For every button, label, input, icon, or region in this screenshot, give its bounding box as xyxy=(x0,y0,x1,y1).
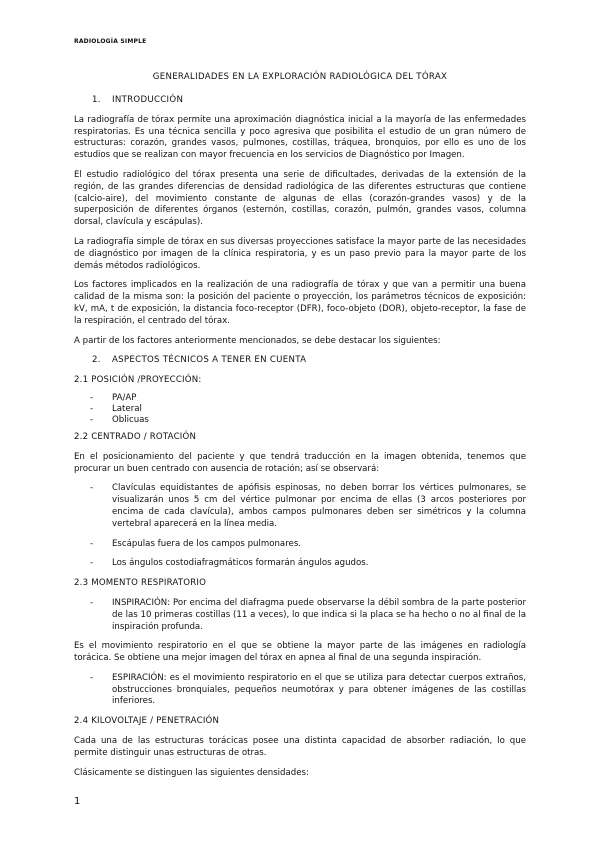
document-title: GENERALIDADES EN LA EXPLORACIÓN RADIOLÓGICA DEL TÓRAX xyxy=(152,72,448,82)
list-item: - PA/AP xyxy=(74,393,526,404)
section-1-number: 1. xyxy=(92,95,101,105)
inspiration-list xyxy=(74,598,526,633)
subsection-2-1-heading: 2.1 POSICIÓN /PROYECCIÓN: xyxy=(74,375,202,386)
document-body xyxy=(74,95,526,787)
section-2-title: ASPECTOS TÉCNICOS A TENER EN CUENTA xyxy=(112,355,307,366)
projection-list xyxy=(74,393,526,426)
list-item: - ESPIRACIÓN: es el movimiento respiratorio en el que se utiliza para detectar cuerpos extraños, obstrucciones bronquiales, pequeños neumotórax y para obtener imágenes de las costillas inferiores. xyxy=(74,673,526,708)
list-item: - Oblicuas xyxy=(74,415,526,426)
list-item: - Escápulas fuera de los campos pulmonares. xyxy=(74,539,526,551)
subsection-2-3-heading: 2.3 MOMENTO RESPIRATORIO xyxy=(74,578,207,589)
page-number: 1 xyxy=(74,796,81,807)
list-item: - Clavículas equidistantes de apófisis espinosas, no deben borrar los vértices pulmonares, se visualizarán unos 5 cm del vértice pulmonar por encima de ellas (3 arcos posteriores por encima de cada clavícula), ambos campos pulmonares deben ser simétricos y la columna vertebral aparecerá en la línea media. xyxy=(74,483,526,530)
section-1-title: INTRODUCCIÓN xyxy=(112,95,184,105)
subsection-2-4-heading: 2.4 KILOVOLTAJE / PENETRACIÓN xyxy=(74,716,220,727)
centering-intro: En el posicionamiento del paciente y que tendrá traducción en la imagen obtenida, tenemos que procurar un buen centrado con ausencia de rotación; así se observará: xyxy=(74,451,526,474)
kilovoltage-paragraph-1: Cada una de las estructuras torácicas posee una distinta capacidad de absorber radiación, lo que permite distinguir unas estructuras de otras. xyxy=(74,736,526,758)
kilovoltage-paragraph-2: Clásicamente se distinguen las siguientes densidades: xyxy=(74,767,309,778)
expiration-list xyxy=(74,673,526,708)
list-item: - INSPIRACIÓN: Por encima del diafragma puede observarse la débil sombra de la parte posterior de las 10 primeras costillas (11 a veces), lo que indica si la placa se ha hecho o no al final de la inspiración profunda. xyxy=(74,598,526,633)
list-item: - Lateral xyxy=(74,404,526,415)
respiratory-paragraph: Es el movimiento respiratorio en el que se obtiene la mayor parte de las imágenes en radiología torácica. Se obtiene una mejor imagen del tórax en apnea al final de una segunda inspiración. xyxy=(74,641,526,664)
subsection-2-2-heading: 2.2 CENTRADO / ROTACIÓN xyxy=(74,431,197,442)
section-2-number: 2. xyxy=(92,355,101,366)
centering-list xyxy=(74,483,526,570)
running-header: RADIOLOGÍA SIMPLE xyxy=(74,38,147,45)
intro-paragraph-5: A partir de los factores anteriormente mencionados, se debe destacar los siguientes: xyxy=(74,335,441,346)
list-item: - Los ángulos costodiafragmáticos formarán ángulos agudos. xyxy=(74,558,526,570)
section-1-heading xyxy=(92,95,526,107)
intro-paragraph-1: La radiografía de tórax permite una aproximación diagnóstica inicial a la mayoría de las enfermedades respiratorias. Es una técnica sencilla y poco agresiva que posibilita el estudio de un gran número de estructuras: corazón, grandes vasos, pulmones, costillas, tráquea, bronquios, por ello es uno de los estudios que se realizan con mayor frecuencia en los servicios de Diagnóstico por Imagen. xyxy=(74,114,526,161)
intro-paragraph-2: El estudio radiológico del tórax presenta una serie de dificultades, derivadas de la extensión de la región, de las grandes diferencias de densidad radiológica de las diferentes estructuras que contiene (calcio-aire), del movimiento constante de algunas de ellas (corazón-grandes vasos) y de la superposición de diferentes órganos (esternón, costillas, corazón, pulmón, grandes vasos, columna dorsal, clavícula y escápulas). xyxy=(74,169,526,228)
section-2-heading xyxy=(92,355,526,367)
intro-paragraph-3: La radiografía simple de tórax en sus diversas proyecciones satisface la mayor parte de las necesidades de diagnóstico por imagen de la clínica respiratoria, y es un paso previo para la mayor parte de los demás métodos radiológicos. xyxy=(74,236,526,271)
intro-paragraph-4: Los factores implicados en la realización de una radiografía de tórax y que van a permitir una buena calidad de la misma son: la posición del paciente o proyección, los parámetros técnicos de exposición: kV, mA, t de exposición, la distancia foco-receptor (DFR), foco-objeto (DOR), objeto-receptor, la fase de la respiración, el centrado del tórax. xyxy=(74,280,526,326)
